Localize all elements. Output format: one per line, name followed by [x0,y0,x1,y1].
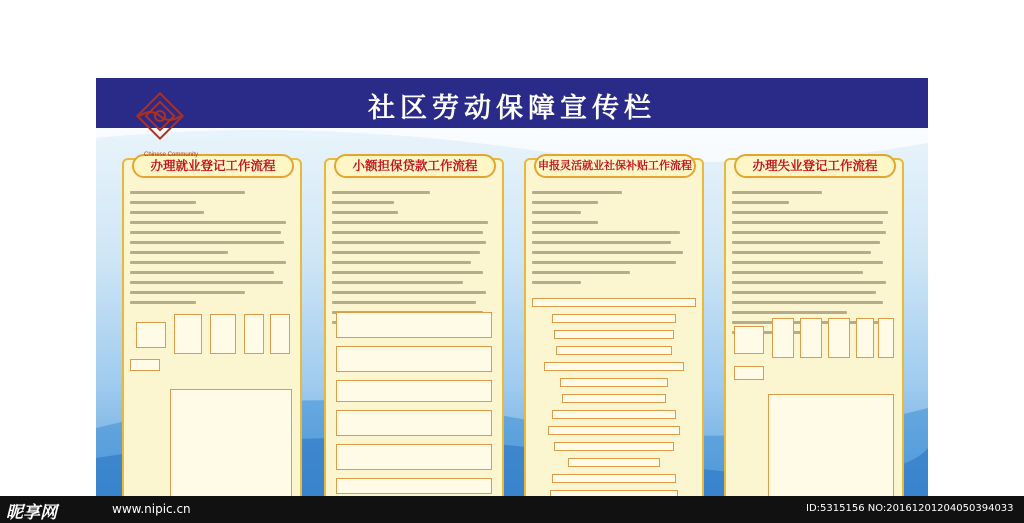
bulletin-board [96,78,928,496]
panel-small-loan [324,158,504,496]
panel-title: 小额担保贷款工作流程 [334,154,496,178]
watermark-brand: 昵享网 [6,503,57,523]
board-header [96,78,928,128]
logo-caption: Chinese Community [144,152,199,158]
panel-body [532,184,696,496]
community-logo-icon [132,88,188,144]
panel-body [332,184,496,496]
panel-body [130,184,294,496]
panel-flexible-employment-subsidy [524,158,704,496]
panel-title: 办理就业登记工作流程 [132,154,294,178]
watermark-url: www.nipic.cn [112,502,191,516]
panel-employment-registration [122,158,302,496]
panel-unemployment-registration [724,158,904,496]
watermark-bar [0,496,1024,523]
panel-body [732,184,896,496]
panel-title: 办理失业登记工作流程 [734,154,896,178]
watermark-id: ID:5315156 NO:20161201204050394033 [806,503,1014,514]
panel-title: 申报灵活就业社保补贴工作流程 [534,154,696,178]
board-title: 社区劳动保障宣传栏 [368,93,656,124]
